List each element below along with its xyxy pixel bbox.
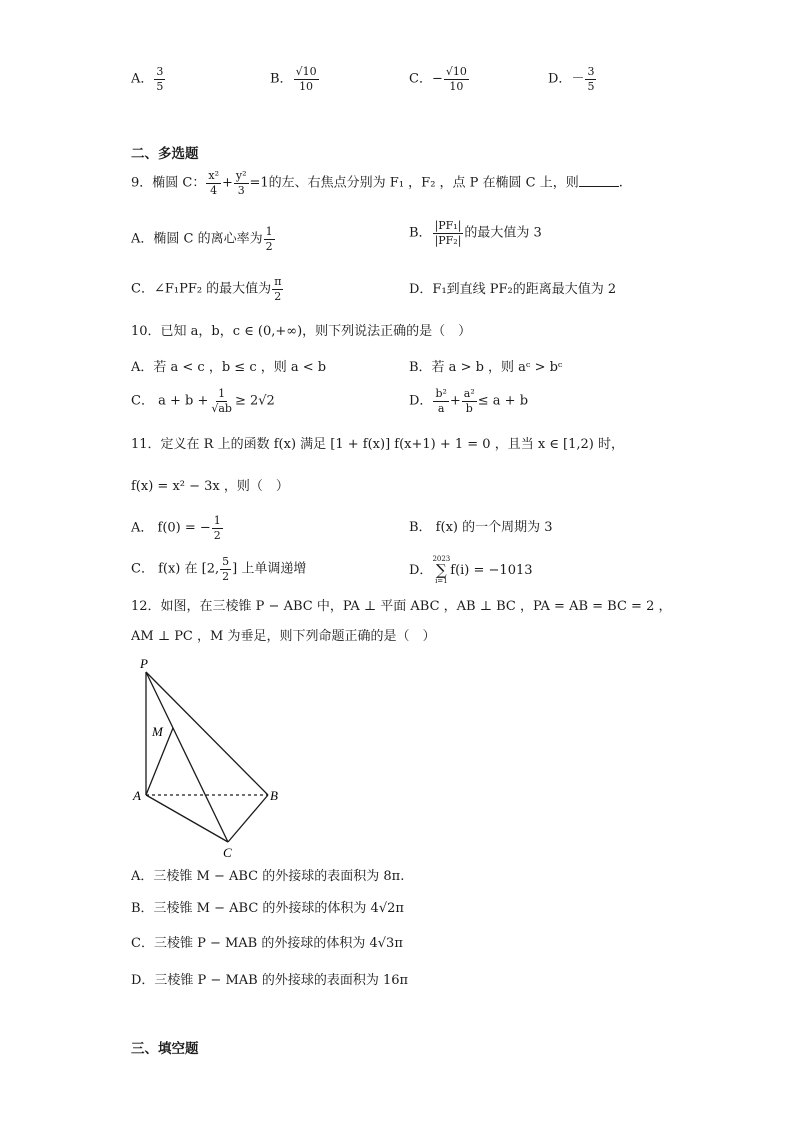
option-letter: D． xyxy=(409,393,433,409)
label-p: P xyxy=(140,656,148,671)
plus-sign: + xyxy=(449,393,461,409)
option-text: ≥ 2√2 xyxy=(234,393,275,409)
frac-num: 1 xyxy=(265,225,273,238)
option-letter: C． xyxy=(409,71,432,87)
option-letter: D． xyxy=(409,563,433,578)
frac-num: 3 xyxy=(156,65,164,78)
option-letter: B． xyxy=(270,71,293,87)
frac-den: b xyxy=(465,401,473,415)
frac-num: 1 xyxy=(218,387,226,400)
frac-num: |PF₁| xyxy=(434,219,462,232)
q10-option-a: A．若 a < c ，b ≤ c ，则 a < b xyxy=(131,360,327,375)
sum-lower-limit: i=1 xyxy=(435,577,448,585)
minus-sign: － xyxy=(571,71,585,87)
section-heading-multi: 二、多选题 xyxy=(131,146,199,162)
option-text: ] 上单调递增 xyxy=(232,561,307,577)
frac-den: 3 xyxy=(237,183,245,197)
answer-blank xyxy=(579,174,619,187)
frac-den: 5 xyxy=(587,79,595,93)
plus-sign: + xyxy=(221,175,233,191)
fraction xyxy=(585,66,596,92)
q10-option-c xyxy=(131,388,275,414)
option-c xyxy=(409,66,470,92)
fraction xyxy=(209,388,234,414)
q12-option-c: C．三棱锥 P − MAB 的外接球的体积为 4√3π xyxy=(131,936,403,951)
option-text: C．∠F₁PF₂ 的最大值为 xyxy=(131,281,272,297)
pyramid-diagram xyxy=(128,654,298,864)
option-text: A． f(0) = − xyxy=(131,520,211,536)
q12-stem-line2: AM ⊥ PC ，M 为垂足，则下列命题正确的是（ ） xyxy=(131,629,436,644)
label-b: B xyxy=(270,788,278,803)
label-c: C xyxy=(223,845,232,860)
fraction xyxy=(433,220,464,246)
q12-stem-line1: 12．如图，在三棱锥 P − ABC 中，PA ⊥ 平面 ABC ，AB ⊥ BC ，PA = AB = BC = 2 ， xyxy=(131,599,672,614)
stem-text: =1的左、右焦点分别为 F₁ ，F₂ ，点 P 在椭圆 C 上，则 xyxy=(249,175,579,191)
option-text: ≤ a + b xyxy=(477,393,529,409)
frac-den: 4 xyxy=(210,183,218,197)
edge-ac xyxy=(146,795,228,842)
frac-num: y² xyxy=(235,169,247,182)
q11-option-a xyxy=(131,515,224,541)
stem-text: 9．椭圆 C： xyxy=(131,175,206,191)
q11-stem-line2: f(x) = x² − 3x ，则（ ） xyxy=(131,479,289,494)
q11-option-d xyxy=(409,556,533,585)
q9-option-a xyxy=(131,226,276,252)
option-letter: D． xyxy=(548,71,572,87)
option-text: f(i) = −1013 xyxy=(450,563,533,578)
fraction xyxy=(264,226,275,252)
frac-num: x² xyxy=(208,169,219,182)
q9-option-c xyxy=(131,276,284,302)
fraction xyxy=(220,556,231,582)
frac-den: 2 xyxy=(213,528,221,542)
frac-num: √10 xyxy=(445,65,467,78)
q9-stem xyxy=(131,170,623,196)
frac-den: |PF₂| xyxy=(434,233,462,247)
option-letter: B． xyxy=(409,225,432,241)
frac-num: 3 xyxy=(587,65,595,78)
option-a xyxy=(131,66,166,92)
section-heading-fill: 三、填空题 xyxy=(131,1041,199,1057)
q10-stem: 10．已知 a，b，c ∈ (0,+∞)，则下列说法正确的是（ ） xyxy=(131,324,472,339)
sigma-icon: ∑ xyxy=(435,561,447,579)
period: . xyxy=(618,175,623,191)
q11-option-b: B． f(x) 的一个周期为 3 xyxy=(409,520,553,535)
frac-den: 2 xyxy=(265,239,273,253)
fraction xyxy=(272,276,283,302)
q9-option-d: D．F₁到直线 PF₂的距离最大值为 2 xyxy=(409,282,617,297)
option-text: C． f(x) 在 [2, xyxy=(131,561,220,577)
fraction xyxy=(294,66,319,92)
sum-upper-limit: 2023 xyxy=(432,555,451,563)
label-a: A xyxy=(133,788,141,803)
option-d xyxy=(548,66,597,92)
option-text: C． a + b + xyxy=(131,393,209,409)
frac-den: 10 xyxy=(299,79,314,93)
frac-den: 10 xyxy=(449,79,464,93)
frac-num: √10 xyxy=(295,65,317,78)
q12-option-d: D．三棱锥 P − MAB 的外接球的表面积为 16π xyxy=(131,973,409,988)
minus-sign: − xyxy=(431,71,443,87)
q12-option-a: A．三棱锥 M − ABC 的外接球的表面积为 8π. xyxy=(131,869,405,884)
option-letter: A． xyxy=(131,71,154,87)
option-b xyxy=(270,66,320,92)
fraction xyxy=(212,515,223,541)
label-m: M xyxy=(152,724,163,739)
option-text: A．椭圆 C 的离心率为 xyxy=(131,231,263,247)
fraction xyxy=(444,66,469,92)
fraction xyxy=(462,388,477,414)
edge-cb xyxy=(228,795,268,842)
frac-num: a² xyxy=(463,387,475,400)
fraction xyxy=(154,66,165,92)
frac-den: 2 xyxy=(274,289,282,303)
frac-den: √ab xyxy=(211,401,232,415)
segment-mc xyxy=(173,728,228,842)
fraction xyxy=(234,170,249,196)
q10-option-d xyxy=(409,388,528,414)
frac-num: b² xyxy=(435,387,447,400)
frac-den: a xyxy=(437,401,445,415)
fraction xyxy=(206,170,221,196)
option-text: 的最大值为 3 xyxy=(464,225,542,241)
frac-num: 5 xyxy=(222,555,230,568)
q10-option-b: B．若 a > b ，则 aᶜ > bᶜ xyxy=(409,360,563,375)
frac-num: π xyxy=(274,275,282,288)
edge-pb xyxy=(146,672,268,795)
frac-den: 2 xyxy=(222,569,230,583)
q12-option-b: B．三棱锥 M − ABC 的外接球的体积为 4√2π xyxy=(131,901,404,916)
q11-option-c xyxy=(131,556,306,582)
frac-den: 5 xyxy=(156,79,164,93)
summation xyxy=(432,556,450,585)
fraction xyxy=(433,388,448,414)
q9-option-b xyxy=(409,220,542,246)
frac-num: 1 xyxy=(213,514,221,527)
q11-stem-line1: 11．定义在 R 上的函数 f(x) 满足 [1 + f(x)] f(x+1) + 1 = 0 ，且当 x ∈ [1,2) 时， xyxy=(131,437,625,452)
